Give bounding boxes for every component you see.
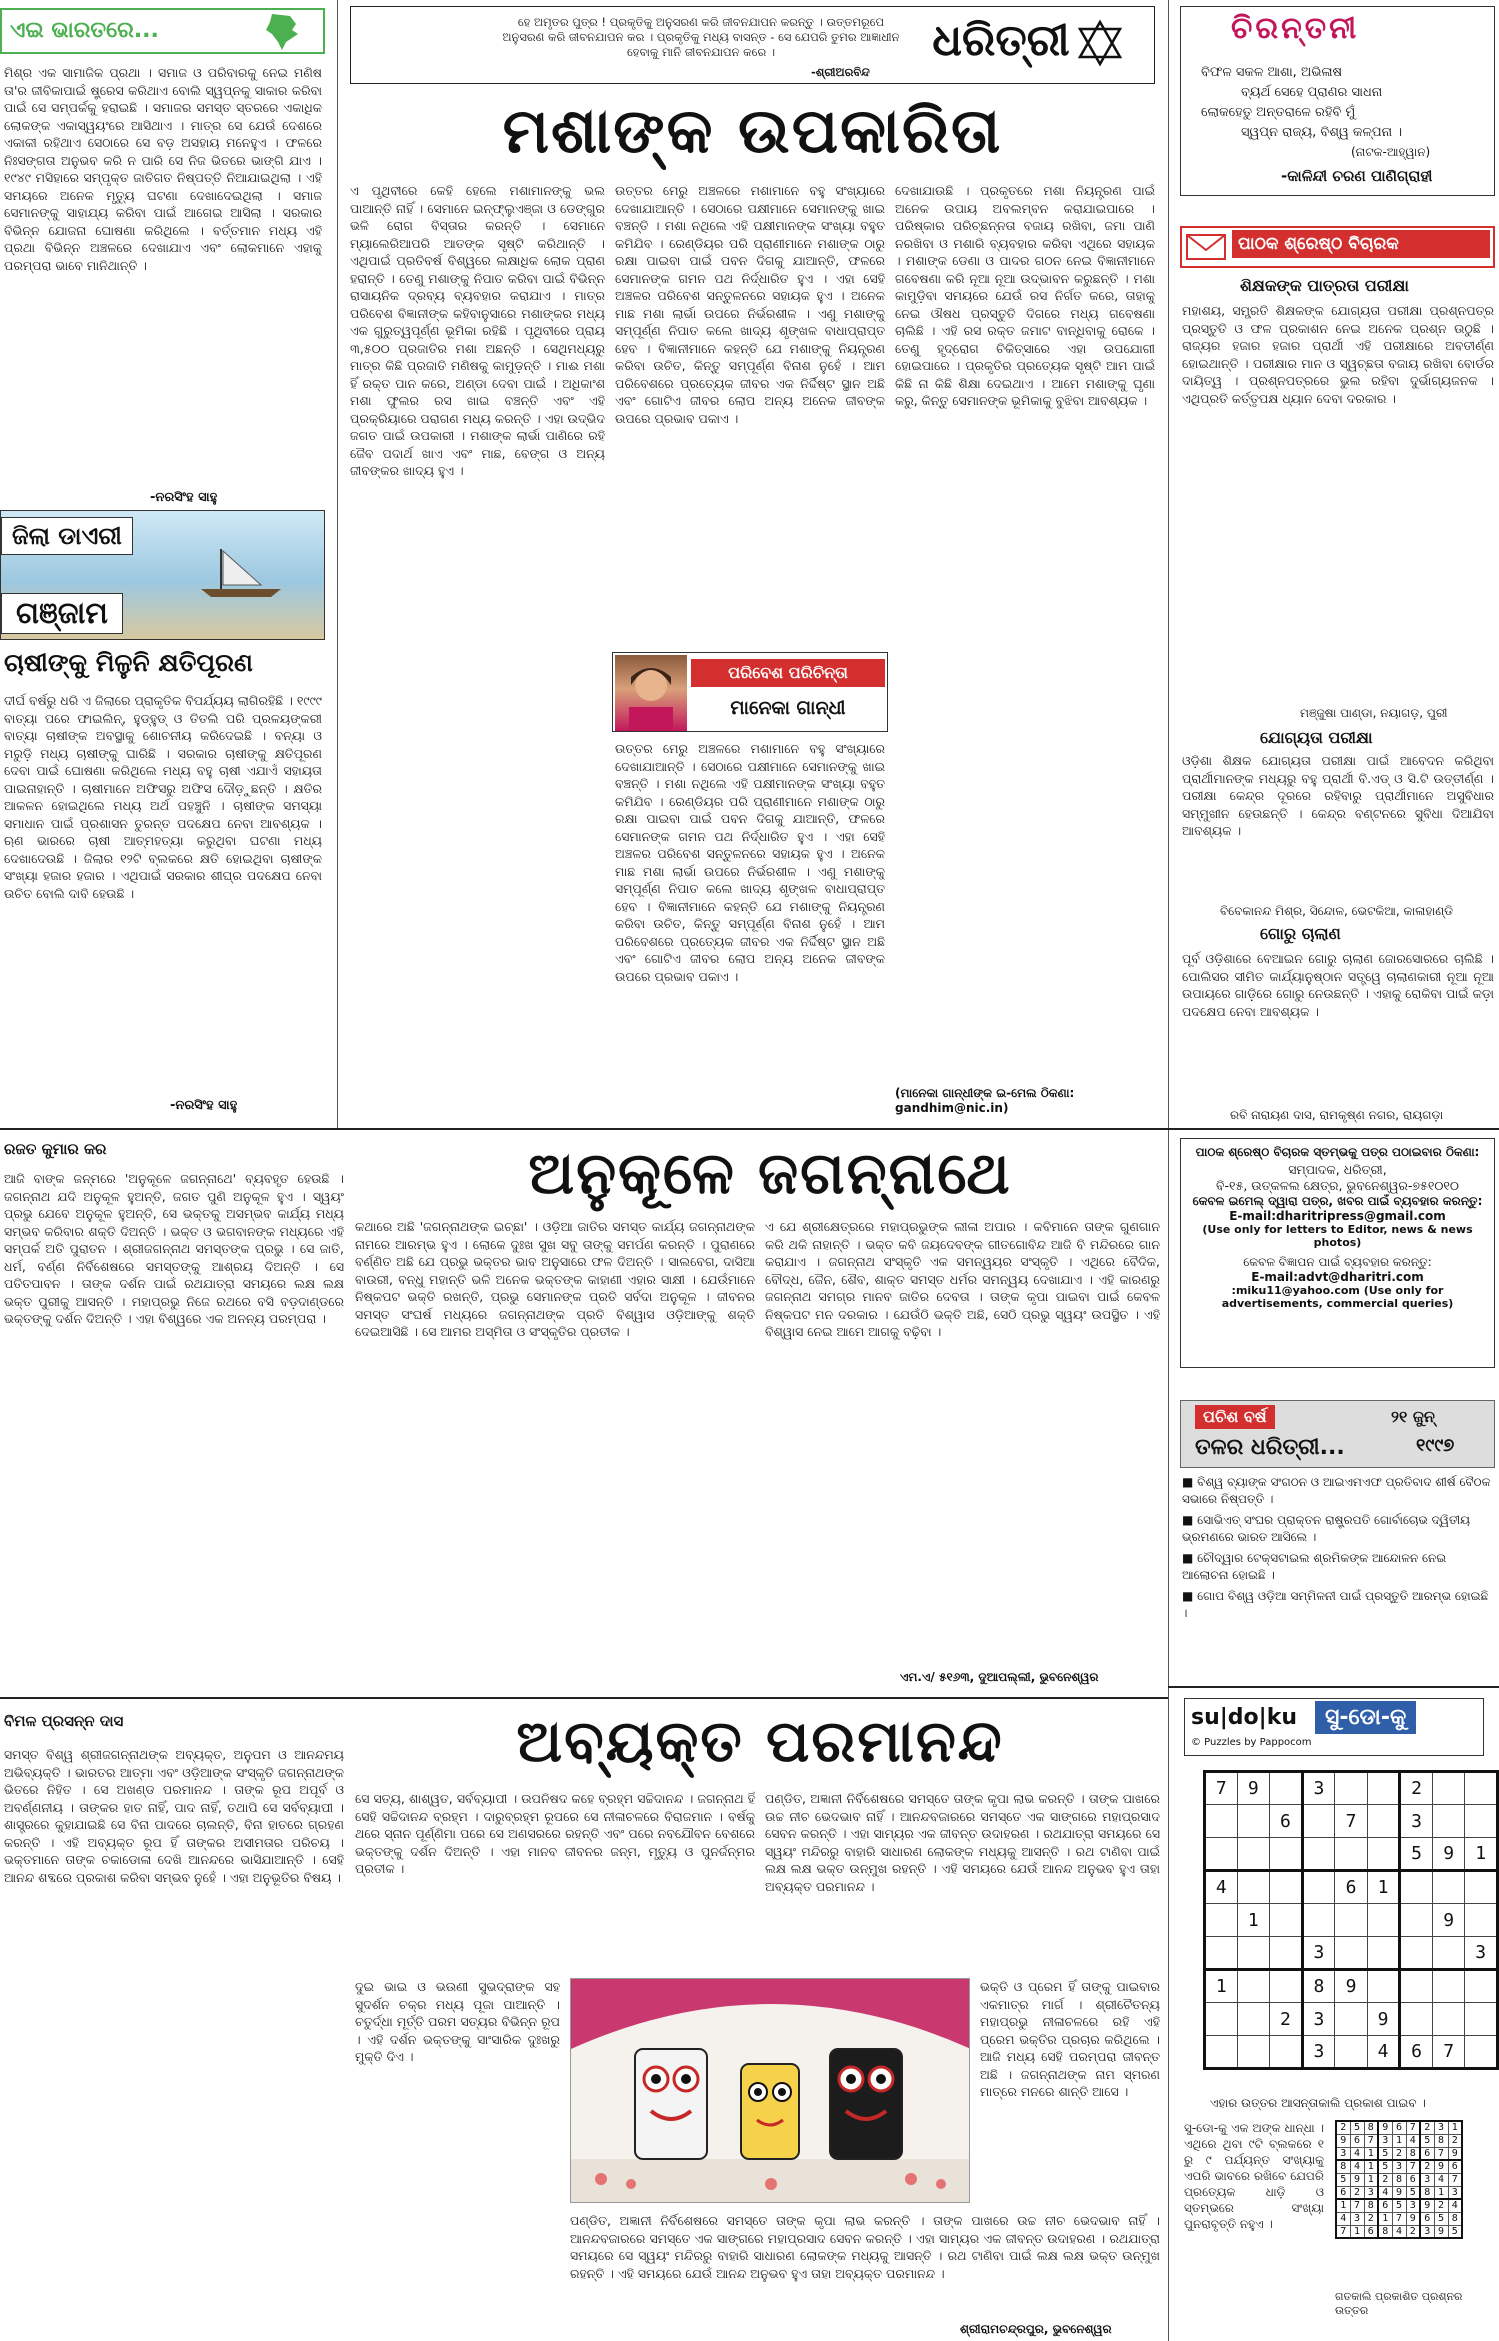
ei-bharatare-text: ମିଶ୍ର ଏକ ସାମାଜିକ ପ୍ରଥା । ସମାଜ ଓ ପରିବାରକୁ ନେଇ ମଣିଷ ତା'ର ଜୀବିକାପାଇଁ ଷ୍ଟ୍ରେସ କରିଥାଏ ବୋଲି ସ୍ୱପ୍ନକୁ ସାକାର କରିବା ପାଇଁ ସେ ସମ୍ପର୍କକୁ ହରାଇଛି । ସମାଜର ସମସ୍ତ ସ୍ତରରେ ଏକାଧିକ ଲୋକଙ୍କ ଏକାସ୍ୱୟଂରେ ଆସିଥାଏ । ମାତ୍ର ସେ ଯେଉଁ ଦେଶରେ ଏକାକୀ ରହିଥାଏ ସେଠାରେ ସେ ବଡ଼ ଅସହାୟ ମନେହୁଏ । ଫଳରେ ନିଃସଙ୍ଗତା ଅନୁଭବ କରି ନ ପାରି ସେ ନିଜ ଭିତରେ ଭାଙ୍ଗି ଯାଏ । ୧୯୪୯ ମସିହାରେ ସମ୍ପୃକ୍ତ ଜାତିଗତ ନିଷ୍ପତ୍ତି ନିଆଯାଇଥିଲା । ଏହି ସମୟରେ ଅନେକ ମୃତ୍ୟୁ ଘଟଣା ଦେଖାଦେଇଥିଲା । ସମାଜ ସେମାନଙ୍କୁ ସାହାଯ୍ୟ କରିବା ପାଇଁ ଆଗେଇ ଆସିଲା । ସରକାର ବିଭିନ୍ନ ଯୋଜନା ଘୋଷଣା କରିଥିଲେ । ବର୍ତ୍ତମାନ ମଧ୍ୟ ଏହି ପ୍ରଥା ବିଭିନ୍ନ ଅଞ୍ଚଳରେ ଦେଖାଯାଏ ଏବଂ ଲୋକମାନେ ଏହାକୁ ପରମ୍ପରା ଭାବେ ମାନିଥାନ୍ତି । [4,65,322,273]
chashi-author: -ନରସିଂହ ସାହୁ [170,1098,238,1113]
pathak-tag-label: ପାଠକ ଶ୍ରେଷ୍ଠ ବିଚାରକ [1232,230,1490,258]
sudoku-cell[interactable]: 3 [1302,1772,1335,1805]
answer-cell: 2 [1350,2186,1364,2199]
contact-email2[interactable]: E-mail:advt@dharitri.com [1251,1270,1424,1284]
poem-line-3: ଲୋକହେତୁ ଅନ୍ତରାଳେ ରହିବି ମୁଁ [1201,105,1356,120]
grid-row [1336,2121,1462,2134]
sudoku-cell[interactable] [1465,1805,1498,1838]
grid-row [1205,1904,1498,1937]
masthead-quote-author: -ଶ୍ରୀଅରବିନ୍ଦ [811,65,870,79]
answer-cell: 7 [1406,2160,1420,2173]
sudoku-cell[interactable] [1335,2003,1368,2036]
sudoku-logo-or: ସୁ-ଡୋ-କୁ [1315,1701,1416,1734]
answer-cell: 7 [1406,2121,1420,2134]
grid-row [1205,1937,1498,1970]
sudoku-cell[interactable] [1237,1805,1270,1838]
answer-cell: 7 [1350,2199,1364,2212]
ei-bharatare-tag [0,8,325,54]
answer-cell: 3 [1336,2147,1350,2160]
section-divider-3 [1168,1686,1499,1688]
sudoku-cell[interactable] [1302,1904,1335,1937]
mashank-col3: ଦେଖାଯାଉଛି । ପ୍ରକୃତରେ ମଶା ନିୟନ୍ତ୍ରଣ ପାଇଁ ଅନେକ ଉପାୟ ଅବଲମ୍ବନ କରାଯାଇପାରେ । ପରିଷ୍କାର ପରିଚ୍ଛନ୍ନତା ବଜାୟ ରଖିବା, ଜମା ପାଣି ନରଖିବା ଓ ମଶାରି ବ୍ୟବହାର କରିବା ଏଥିରେ ସହାୟକ । ମଶାଙ୍କ ଡେଣା ଓ ପାଦର ଗଠନ ନେଇ ବିଜ୍ଞାନୀମାନେ ଗବେଷଣା କରି ନୂଆ ନୂଆ ଉଦ୍ଭାବନ କରୁଛନ୍ତି । ମଶା କାମୁଡ଼ିବା ସମୟରେ ଯେଉଁ ରସ ନିର୍ଗତ କରେ, ତାହାକୁ ନେଇ ଔଷଧ ପ୍ରସ୍ତୁତି ଦିଗରେ ମଧ୍ୟ ଗବେଷଣା ଚାଲିଛି । ଏହି ରସ ରକ୍ତ ଜମାଟ ବାନ୍ଧିବାକୁ ରୋକେ । ତେଣୁ ହୃଦ୍‌ରୋଗ ଚିକିତ୍ସାରେ ଏହା ଉପଯୋଗୀ ହୋଇପାରେ । ପ୍ରକୃତିର ପ୍ରତ୍ୟେକ ସୃଷ୍ଟି ଆମ ପାଇଁ କିଛି ନା କିଛି ଶିକ୍ଷା ଦେଇଥାଏ । ଆମେ ମଶାଙ୍କୁ ଘୃଣା କରୁ, କିନ୍ତୁ ସେମାନଙ୍କ ଭୂମିକାକୁ ବୁଝିବା ଆବଶ୍ୟକ । [895,183,1155,408]
anukule-headline: ଅନୁକୂଳେ ଜଗନ୍ନାଥେ [528,1139,1012,1207]
india-map-icon [252,12,312,52]
letter3-text: ପୂର୍ବ ଓଡ଼ିଶାରେ ବେଆଇନ ଗୋରୁ ଚାଲାଣ ଜୋରସୋରରେ ଚାଲିଛି । ପୋଲିସର ସୀମିତ କାର୍ଯ୍ୟାନୁଷ୍ଠାନ ସତ୍ତ୍ୱେ ଚାଲାଣକାରୀ ନୂଆ ନୂଆ ଉପାୟରେ ଗାଡ଼ିରେ ଗୋରୁ ନେଉଛନ୍ତି । ଏହାକୁ ରୋକିବା ପାଇଁ କଡ଼ା ପଦକ୍ଷେପ ନେବା ଆବଶ୍ୟକ । [1182,951,1494,1019]
contact-email1[interactable]: E-mail:dharitripress@gmail.com [1229,1209,1446,1223]
answer-cell: 4 [1378,2186,1392,2199]
sudoku-cell[interactable] [1335,1937,1368,1970]
answer-table [1335,2120,1463,2239]
mashank-col3-end: (ମାନେକା ଗାନ୍ଧୀଙ୍କ ଇ-ମେଲ ଠିକଣା: gandhim@nic.in) [895,1086,1075,1115]
sudoku-cell[interactable] [1237,1838,1270,1871]
jilla-name: ଗଞ୍ଜାମ [1,593,123,634]
sudoku-rules: ସୁ-ଡୋ-କୁ ଏକ ଅଙ୍କ ଧାନ୍ଧା । ଏଥିରେ ଥିବା ୯ଟି ବ୍ଲକରେ ୧ ରୁ ୯ ପର୍ଯ୍ୟନ୍ତ ସଂଖ୍ୟାକୁ ଏପରି ଭାବରେ ରଖିବେ ଯେପରି ପ୍ରତ୍ୟେକ ଧାଡ଼ି ଓ ସ୍ତମ୍ଭରେ ସଂଖ୍ୟା ପୁନରାବୃତ୍ତି ନହୁଏ । [1184,2121,1324,2231]
answer-cell: 2 [1434,2199,1448,2212]
answer-cell: 6 [1364,2225,1378,2238]
answer-cell: 9 [1350,2173,1364,2186]
history-tag2: ତଳର ଧରିତ୍ରୀ... [1195,1435,1345,1460]
sudoku-cell[interactable]: 9 [1367,2003,1400,2036]
divider-right [1168,0,1169,2341]
answer-cell: 8 [1378,2225,1392,2238]
sudoku-cell[interactable] [1237,1970,1270,2003]
mashank-col1: ଏ ପୃଥିବୀରେ କେହି ହେଲେ ମଶାମାନଙ୍କୁ ଭଲ ପାଆନ୍ତି ନାହିଁ । ସେମାନେ ଇନ୍‌ଫ୍ଲୁଏଞ୍ଜା ଓ ଡେଙ୍ଗୁର ଭଳି ରୋଗ ବିସ୍ତାର କରନ୍ତି । ସେମାନେ ମ୍ୟାଲେରିଆପରି ଆତଙ୍କ ସୃଷ୍ଟି କରିଥାନ୍ତି । ଏଥିପାଇଁ ପ୍ରତିବର୍ଷ ବିଶ୍ୱରେ ଲକ୍ଷାଧିକ ଲୋକ ପ୍ରାଣ ହରାନ୍ତି । ତେଣୁ ମଶାଙ୍କୁ ନିପାତ କରିବା ପାଇଁ ବିଭିନ୍ନ ରାସାୟନିକ ଦ୍ରବ୍ୟ ବ୍ୟବହାର କରାଯାଏ । ମାତ୍ର ପରିବେଶ ବିଜ୍ଞାନୀଙ୍କ କହିବାନୁସାରେ ମଶାଙ୍କର ମଧ୍ୟ ଏକ ଗୁରୁତ୍ୱପୂର୍ଣ୍ଣ ଭୂମିକା ରହିଛି । ପୃଥିବୀରେ ପ୍ରାୟ ୩,୫୦୦ ପ୍ରଜାତିର ମଶା ଅଛନ୍ତି । ସେଥିମଧ୍ୟରୁ ମାତ୍ର କିଛି ପ୍ରଜାତି ମଣିଷକୁ କାମୁଡ଼ନ୍ତି । ମାଈ ମଶା ହିଁ ରକ୍ତ ପାନ କରେ, ଅଣ୍ଡା ଦେବା ପାଇଁ । ଅଧିକାଂଶ ମଶା ଫୁଲର ରସ ଖାଇ ବଞ୍ଚନ୍ତି ଏବଂ ଏହି ପ୍ରକ୍ରିୟାରେ ପରାଗଣ ମଧ୍ୟ କରନ୍ତି । ଏହା ଉଦ୍ଭିଦ ଜଗତ ପାଇଁ ଉପକାରୀ । ମଶାଙ୍କ ଲାର୍ଭା ପାଣିରେ ରହି ଜୈବ ପଦାର୍ଥ ଖାଏ ଏବଂ ମାଛ, ବେଙ୍ଗ ଓ ଅନ୍ୟ ଜୀବଙ୍କର ଖାଦ୍ୟ ହୁଏ । [350,183,605,478]
sudoku-cell[interactable] [1465,1772,1498,1805]
letter2-author: ବିବେକାନନ୍ଦ ମିଶ୍ର, ସିନ୍ଦୋଳ, ଭେଟକିଆ, କାଳାହାଣ୍ଡି [1220,904,1454,918]
mashank-col2-cont: ଉତ୍ତର ମେରୁ ଅଞ୍ଚଳରେ ମଶାମାନେ ବହୁ ସଂଖ୍ୟାରେ ଦେଖାଯାଆନ୍ତି । ସେଠାରେ ପକ୍ଷୀମାନେ ସେମାନଙ୍କୁ ଖାଇ ବଞ୍ଚନ୍ତି । ମଶା ନଥିଲେ ଏହି ପକ୍ଷୀମାନଙ୍କ ସଂଖ୍ୟା ବହୁତ କମିଯିବ । ରେଣ୍ଡିୟର ପରି ପ୍ରାଣୀମାନେ ମଶାଙ୍କ ଠାରୁ ରକ୍ଷା ପାଇବା ପାଇଁ ପବନ ଦିଗକୁ ଯାଆନ୍ତି, ଫଳରେ ସେମାନଙ୍କ ଗମନ ପଥ ନିର୍ଦ୍ଧାରିତ ହୁଏ । ଏହା ସେହି ଅଞ୍ଚଳର ପରିବେଶ ସନ୍ତୁଳନରେ ସହାୟକ ହୁଏ । ଅନେକ ମାଛ ମଶା ଲାର୍ଭା ଉପରେ ନିର୍ଭରଶୀଳ । ଏଣୁ ମଶାଙ୍କୁ ସମ୍ପୂର୍ଣ୍ଣ ନିପାତ କଲେ ଖାଦ୍ୟ ଶୃଙ୍ଖଳ ବାଧାପ୍ରାପ୍ତ ହେବ । ବିଜ୍ଞାନୀମାନେ କହନ୍ତି ଯେ ମଶାଙ୍କୁ ନିୟନ୍ତ୍ରଣ କରିବା ଉଚିତ, କିନ୍ତୁ ସମ୍ପୂର୍ଣ୍ଣ ବିନାଶ ନୁହେଁ । ଆମ ପରିବେଶରେ ପ୍ରତ୍ୟେକ ଜୀବର ଏକ ନିର୍ଦ୍ଦିଷ୍ଟ ସ୍ଥାନ ଅଛି ଏବଂ ଗୋଟିଏ ଜୀବର ଲୋପ ଅନ୍ୟ ଅନେକ ଜୀବଙ୍କ ଉପରେ ପ୍ରଭାବ ପକାଏ । [615,741,885,984]
abyakta-byline: ବିମଳ ପ୍ରସନ୍ନ ଦାସ [4,1712,124,1730]
answer-cell: 3 [1378,2134,1392,2147]
grid-row [1205,2036,1498,2069]
sudoku-cell[interactable]: 4 [1205,1871,1238,1904]
answer-cell: 3 [1364,2186,1378,2199]
anukule-col1: ଆଜି ବାଙ୍କ ଜନ୍ମରେ 'ଅନୁକୂଳେ ଜଗନ୍ନାଥେ' ବ୍ୟବହୃତ ହେଉଛି । ଜଗନ୍ନାଥ ଯଦି ଅନୁକୂଳ ହୁଅନ୍ତି, ଜଗତ ପୁଣି ଅନୁକୂଳ ହୁଏ । ସ୍ୱୟଂ ପ୍ରଭୁ ଯେବେ ଅନୁକୂଳ ହୁଅନ୍ତି, ସେ ଭକ୍ତକୁ ଅସମ୍ଭବ କାର୍ଯ୍ୟ ମଧ୍ୟ ସମ୍ଭବ କରିବାର ଶକ୍ତି ଦିଅନ୍ତି । ଭକ୍ତ ଓ ଭଗବାନଙ୍କ ମଧ୍ୟରେ ଏହି ସମ୍ପର୍କ ଅତି ପୁରାତନ । ଶ୍ରୀଜଗନ୍ନାଥ ସମସ୍ତଙ୍କ ପ୍ରଭୁ । ସେ ଜାତି, ଧର୍ମ, ବର୍ଣ୍ଣ ନିର୍ବିଶେଷରେ ସମସ୍ତଙ୍କୁ ଆଶ୍ରୟ ଦିଅନ୍ତି । ସେ ପତିତପାବନ । ତାଙ୍କ ଦର୍ଶନ ପାଇଁ ରଥଯାତ୍ରା ସମୟରେ ଲକ୍ଷ ଲକ୍ଷ ଭକ୍ତ ପୁରୀକୁ ଆସନ୍ତି । ମହାପ୍ରଭୁ ନିଜେ ରଥରେ ବସି ବଡ଼ଦାଣ୍ଡରେ ଭକ୍ତଙ୍କୁ ଦର୍ଶନ ଦିଅନ୍ତି । ଏହା ବିଶ୍ୱରେ ଏକ ଅନନ୍ୟ ପରମ୍ପରା । [4,1171,344,1326]
sudoku-answer [1335,2120,1463,2239]
answer-cell: 8 [1406,2147,1420,2160]
answer-cell: 9 [1392,2186,1406,2199]
answer-cell: 9 [1420,2199,1434,2212]
sudoku-cell[interactable]: 7 [1335,1805,1368,1838]
sudoku-cell[interactable]: 3 [1400,1805,1433,1838]
sudoku-cell[interactable] [1237,2036,1270,2069]
sudoku-cell[interactable] [1400,1970,1433,2003]
answer-cell: 5 [1420,2134,1434,2147]
tag-label: ଏଇ ଭାରତରେ... [10,18,159,43]
sudoku-cell[interactable]: 1 [1465,1838,1498,1871]
sudoku-cell[interactable]: 4 [1367,2036,1400,2069]
sudoku-cell[interactable] [1400,1937,1433,1970]
sudoku-cell[interactable] [1335,1772,1368,1805]
contact-line2: ବି-୧୫, ଉତ୍କଳଲ କ୍ଷେତ୍ର, ଭୁବନେଶ୍ୱର-୭୫୧୦୧୦ [1216,1178,1459,1193]
abyakta-col1: ସମସ୍ତ ବିଶ୍ୱ ଶ୍ରୀଜଗନ୍ନାଥଙ୍କ ଅବ୍ୟକ୍ତ, ଅନୁପମ ଓ ଆନନ୍ଦମୟ ଅଭିବ୍ୟକ୍ତି । ଭାରତର ଆତ୍ମା ଏବଂ ଓଡ଼ିଆଙ୍କ ସଂସ୍କୃତି ଜଗନ୍ନାଥଙ୍କ ଭିତରେ ନିହିତ । ସେ ଅଖଣ୍ଡ ପରମାନନ୍ଦ । ତାଙ୍କ ରୂପ ଅପୂର୍ବ ଓ ଅବର୍ଣ୍ଣନୀୟ । ତାଙ୍କର ହାତ ନାହିଁ, ପାଦ ନାହିଁ, ତଥାପି ସେ ସର୍ବବ୍ୟାପୀ । ଶାସ୍ତ୍ରରେ କୁହାଯାଇଛି ସେ ବିନା ପାଦରେ ଚାଲନ୍ତି, ବିନା ହାତରେ ଗ୍ରହଣ କରନ୍ତି । ଏହି ଅବ୍ୟକ୍ତ ରୂପ ହିଁ ତାଙ୍କର ଅସୀମତାର ପରିଚୟ । ଭକ୍ତମାନେ ତାଙ୍କ ଚକାଡୋଳା ଦେଖି ଆନନ୍ଦରେ ଭାସିଯାଆନ୍ତି । ସେହି ଆନନ୍ଦ ଶବ୍ଦରେ ପ୍ରକାଶ କରିବା ସମ୍ଭବ ନୁହେଁ । ଏହା ଅନୁଭୂତିର ବିଷୟ । [4,1747,344,1885]
answer-cell: 5 [1350,2121,1364,2134]
anukule-col2: କଥାରେ ଅଛି 'ଜଗନ୍ନାଥଙ୍କ ଇଚ୍ଛା' । ଓଡ଼ିଆ ଜାତିର ସମସ୍ତ କାର୍ଯ୍ୟ ଜଗନ୍ନାଥଙ୍କ ନାମରେ ଆରମ୍ଭ ହୁଏ । ଲୋକେ ଦୁଃଖ ସୁଖ ସବୁ ତାଙ୍କୁ ସମର୍ପଣ କରନ୍ତି । ପୁରାଣରେ ବର୍ଣ୍ଣିତ ଅଛି ଯେ ପ୍ରଭୁ ଭକ୍ତର ଭାବ ଅନୁସାରେ ଫଳ ଦିଅନ୍ତି । ସାଲବେଗ, ଦାସିଆ ବାଉରୀ, ବନ୍ଧୁ ମହାନ୍ତି ଭଳି ଅନେକ ଭକ୍ତଙ୍କ କାହାଣୀ ଏହାର ସାକ୍ଷୀ । ଯେଉଁମାନେ ନିଷ୍କପଟ ଭକ୍ତି ରଖନ୍ତି, ପ୍ରଭୁ ସେମାନଙ୍କ ପ୍ରତି ସର୍ବଦା ଅନୁକୂଳ । ଜୀବନର ସମସ୍ତ ସଂଘର୍ଷ ମଧ୍ୟରେ ଜଗନ୍ନାଥଙ୍କ ପ୍ରତି ବିଶ୍ୱାସ ଓଡ଼ିଆଙ୍କୁ ଶକ୍ତି ଦେଇଆସିଛି । ସେ ଆମର ଅସ୍ମିତା ଓ ସଂସ୍କୃତିର ପ୍ରତୀକ । [355,1219,755,1339]
history-item: ■ ଗୋପ ବିଶ୍ୱ ଓଡ଼ିଆ ସମ୍ମିଳନୀ ପାଇଁ ପ୍ରସ୍ତୁତି ଆରମ୍ଭ ହୋଇଛି । [1182,1589,1489,1620]
sudoku-cell[interactable] [1400,1871,1433,1904]
sudoku-cell[interactable]: 9 [1432,1838,1465,1871]
answer-cell: 7 [1448,2173,1462,2186]
answer-cell: 2 [1378,2173,1392,2186]
envelope-icon [1186,232,1226,262]
abyakta-col4: ପଣ୍ଡିତ, ଅଜ୍ଞାନୀ ନିର୍ବିଶେଷରେ ସମସ୍ତେ ତାଙ୍କ କୃପା ଲାଭ କରନ୍ତି । ତାଙ୍କ ପାଖରେ ଉଚ୍ଚ ନୀଚ ଭେଦଭାବ ନାହିଁ । ଆନନ୍ଦବଜାରରେ ସମସ୍ତେ ଏକ ସାଙ୍ଗରେ ମହାପ୍ରସାଦ ସେବନ କରନ୍ତି । ଏହା ସାମ୍ୟର ଏକ ଜୀବନ୍ତ ଉଦାହରଣ । ରଥଯାତ୍ରା ସମୟରେ ସେ ସ୍ୱୟଂ ମନ୍ଦିରରୁ ବାହାରି ସାଧାରଣ ଲୋକଙ୍କ ମଧ୍ୟକୁ ଆସନ୍ତି । ରଥ ଟାଣିବା ପାଇଁ ଲକ୍ଷ ଲକ୍ଷ ଭକ୍ତ ଉନ୍ମୁଖ ରହନ୍ତି । ଏହି ସମୟରେ ଯେଉଁ ଆନନ୍ଦ ଅନୁଭବ ହୁଏ ତାହା ଅବ୍ୟକ୍ତ ପରମାନନ୍ଦ । [570,2213,1160,2281]
answer-cell: 2 [1406,2225,1420,2238]
abyakta-col2: ସେ ସତ୍ୟ, ଶାଶ୍ୱତ, ସର୍ବବ୍ୟାପୀ । ଉପନିଷଦ କହେ ବ୍ରହ୍ମ ସଚ୍ଚିଦାନନ୍ଦ । ଜଗନ୍ନାଥ ହିଁ ସେହି ସଚ୍ଚିଦାନନ୍ଦ ବ୍ରହ୍ମ । ଦାରୁବ୍ରହ୍ମ ରୂପରେ ସେ ନୀଳାଚଳରେ ବିରାଜମାନ । ବର୍ଷକୁ ଥରେ ସ୍ନାନ ପୂର୍ଣ୍ଣିମା ପରେ ସେ ଅଣସରରେ ରହନ୍ତି ଏବଂ ପରେ ନବଯୌବନ ବେଶରେ ଭକ୍ତଙ୍କୁ ଦର୍ଶନ ଦିଅନ୍ତି । ଏହା ମାନବ ଜୀବନର ଜନ୍ମ, ମୃତ୍ୟୁ ଓ ପୁନର୍ଜନ୍ମର ପ୍ରତୀକ । [355,1791,755,1876]
masthead-quote: ହେ ଅମୃତର ପୁତ୍ର ! ପ୍ରକୃତିକୁ ଅନୁସରଣ କରି ଜୀବନଯାପନ କରନ୍ତୁ । ଉତ୍ତମରୂପେ ଅନୁସରଣ କରି ଜୀବନଯାପନ କର । ପ୍ରକୃତିକୁ ମଧ୍ୟ ବାସନ୍ତ - ସେ ଯେପରି ତୁମର ଆଜ୍ଞାଧୀନ ହେବାକୁ ମାନି ଜୀବନଯାପନ କରେ । [502,15,900,59]
sudoku-credit: © Puzzles by Pappocom [1191,1737,1312,1748]
grid-row [1205,2003,1498,2036]
author-photo [615,655,687,731]
sudoku-cell[interactable] [1367,1904,1400,1937]
sudoku-answer-note: ଏହାର ଉତ୍ତର ଆସନ୍ତାକାଲି ପ୍ରକାଶ ପାଇବ । [1210,2096,1426,2110]
answer-cell: 5 [1406,2186,1420,2199]
logo: ଧରିତ୍ରୀ [932,15,1070,66]
answer-cell: 8 [1448,2212,1462,2225]
answer-cell: 4 [1350,2147,1364,2160]
sudoku-cell[interactable]: 1 [1237,1904,1270,1937]
answer-cell: 8 [1336,2160,1350,2173]
chashi-headline: ଚାଷୀଙ୍କୁ ମିଳୁନି କ୍ଷତିପୂରଣ [4,648,253,677]
answer-cell: 8 [1434,2134,1448,2147]
contact-box [1180,1138,1495,1368]
sudoku-cell[interactable] [1302,1871,1335,1904]
jilla-tag: ଜିଲା ଡାଏରୀ [1,517,133,555]
anukule-sign: ଏମ.ଏ/ ୫୧୬୩, ଦୁଆପଲ୍ଲୀ, ଭୁବନେଶ୍ୱର [900,1670,1099,1684]
answer-cell: 2 [1448,2134,1462,2147]
sudoku-cell[interactable] [1367,1838,1400,1871]
answer-cell: 3 [1406,2199,1420,2212]
mashank-col2-rest [615,740,885,1120]
answer-cell: 6 [1448,2160,1462,2173]
section-divider-1 [0,1128,1499,1130]
chirantani-box [1180,6,1495,196]
sailboat-icon [181,541,301,601]
poem-author: -କାଳିନ୍ଦୀ ଚରଣ ପାଣିଗ୍ରାହୀ [1281,167,1433,185]
sudoku-cell[interactable] [1205,2003,1238,2036]
answer-cell: 2 [1420,2121,1434,2134]
contact-line1: ସମ୍ପାଦକ, ଧରିତ୍ରୀ, [1288,1162,1387,1177]
poem-line-2: ବ୍ୟର୍ଥ ସେହେ ପ୍ରାଣର ସାଧନା [1241,85,1383,100]
answer-cell: 9 [1434,2225,1448,2238]
chashi-text: ଦୀର୍ଘ ବର୍ଷରୁ ଧରି ଏ ଜିଲାରେ ପ୍ରାକୃତିକ ବିପର୍ଯ୍ୟୟ ଲାଗିରହିଛି । ୧୯୯୯ ବାତ୍ୟା ପରେ ଫାଇଲିନ୍, ହୁଡ୍‌ହୁଡ୍ ଓ ତିତଲି ପରି ପ୍ରଳୟଙ୍କରୀ ବାତ୍ୟା ଚାଷୀଙ୍କ ଅବସ୍ଥାକୁ ଶୋଚନୀୟ କରିଦେଇଛି । ବନ୍ୟା ଓ ମରୁଡ଼ି ମଧ୍ୟ ଚାଷୀଙ୍କୁ ଘାରିଛି । ସରକାର ଚାଷୀଙ୍କୁ କ୍ଷତିପୂରଣ ଦେବା ପାଇଁ ଘୋଷଣା କରିଥିଲେ ମଧ୍ୟ ବହୁ ଚାଷୀ ଏଯାଏଁ ସହାୟତା ପାଇନାହାନ୍ତି । ଚାଷୀମାନେ ଅଫିସରୁ ଅଫିସ ଦୌଡ଼ୁଛନ୍ତି । କ୍ଷତିର ଆକଳନ ହୋଇଥିଲେ ମଧ୍ୟ ଅର୍ଥ ପହଞ୍ଚୁନି । ଚାଷୀଙ୍କ ସମସ୍ୟା ସମାଧାନ ପାଇଁ ପ୍ରଶାସନ ତୁରନ୍ତ ପଦକ୍ଷେପ ନେବା ଆବଶ୍ୟକ । ଋଣ ଭାରରେ ଚାଷୀ ଆତ୍ମହତ୍ୟା କରୁଥିବା ଘଟଣା ମଧ୍ୟ ଦେଖାଦେଉଛି । ଜିଲାର ୧୨ଟି ବ୍ଲକରେ କ୍ଷତି ହୋଇଥିବା ଚାଷୀଙ୍କ ସଂଖ୍ୟା ହଜାର ହଜାର । ଏଥିପାଇଁ ସରକାର ଶୀଘ୍ର ପଦକ୍ଷେପ ନେବା ଉଚିତ ବୋଲି ଦାବି ହେଉଛି । [4,693,322,901]
sudoku-yesterday: ଗତକାଲି ପ୍ରକାଶିତ ପ୍ରଶ୍ନର ଉତ୍ତର [1335,2290,1463,2317]
star-emblem-icon [1076,19,1124,67]
sudoku-cell[interactable]: 9 [1432,1904,1465,1937]
history-banner [1180,1400,1495,1468]
letter3-title: ଗୋରୁ ଚାଲାଣ [1260,924,1341,943]
answer-cell: 4 [1392,2225,1406,2238]
sudoku-cell[interactable] [1465,2036,1498,2069]
answer-cell: 9 [1378,2121,1392,2134]
ei-bharatare-author: -ନରସିଂହ ସାହୁ [150,490,218,505]
sudoku-cell[interactable] [1205,1937,1238,1970]
sudoku-cell[interactable]: 1 [1205,1970,1238,2003]
sudoku-cell[interactable] [1205,1838,1238,1871]
answer-cell: 8 [1364,2121,1378,2134]
sudoku-cell[interactable] [1205,2036,1238,2069]
sudoku-cell[interactable]: 9 [1237,1772,1270,1805]
answer-cell: 4 [1448,2199,1462,2212]
answer-cell: 3 [1392,2160,1406,2173]
sudoku-cell[interactable]: 3 [1302,2003,1335,2036]
answer-cell: 2 [1392,2147,1406,2160]
sudoku-cell[interactable]: 6 [1335,1871,1368,1904]
sudoku-cell[interactable] [1367,1805,1400,1838]
sudoku-cell[interactable] [1465,1970,1498,2003]
sudoku-cell[interactable] [1205,1805,1238,1838]
grid-row [1205,1772,1498,1805]
answer-cell: 6 [1336,2186,1350,2199]
sudoku-cell[interactable]: 1 [1367,1871,1400,1904]
sudoku-cell[interactable] [1432,1871,1465,1904]
sudoku-cell[interactable]: 3 [1302,1937,1335,1970]
grid-row [1205,1805,1498,1838]
sudoku-cell[interactable] [1432,1805,1465,1838]
history-date: ୨୧ ଜୁନ୍ [1391,1407,1435,1426]
sudoku-cell[interactable] [1270,1772,1303,1805]
sudoku-cell[interactable] [1270,1838,1303,1871]
answer-cell: 1 [1364,2173,1378,2186]
grid-row [1336,2160,1462,2173]
sudoku-cell[interactable] [1237,1871,1270,1904]
sudoku-cell[interactable]: 3 [1302,2036,1335,2069]
sudoku-header [1184,1698,1484,1756]
sudoku-cell[interactable] [1400,1904,1433,1937]
masthead [350,6,1155,84]
sudoku-cell[interactable]: 2 [1270,2003,1303,2036]
letter1-text: ମହାଶୟ, ସମ୍ପ୍ରତି ଶିକ୍ଷକଙ୍କ ଯୋଗ୍ୟତା ପରୀକ୍ଷା ପ୍ରଶ୍ନପତ୍ର ପ୍ରସ୍ତୁତି ଓ ଫଳ ପ୍ରକାଶନ ନେଇ ଅନେକ ପ୍ରଶ୍ନ ଉଠୁଛି । ରାଜ୍ୟର ହଜାର ହଜାର ପ୍ରାର୍ଥୀ ଏହି ପରୀକ୍ଷାରେ ଅବତୀର୍ଣ୍ଣ ହୋଇଥାନ୍ତି । ପରୀକ୍ଷାର ମାନ ଓ ସ୍ୱଚ୍ଛତା ବଜାୟ ରଖିବା ବୋର୍ଡର ଦାୟିତ୍ୱ । ପ୍ରଶ୍ନପତ୍ରରେ ଭୁଲ ରହିବା ଦୁର୍ଭାଗ୍ୟଜନକ । ଏଥିପ୍ରତି କର୍ତ୍ତୃପକ୍ଷ ଧ୍ୟାନ ଦେବା ଦରକାର । [1182,303,1494,406]
answer-cell: 7 [1392,2212,1406,2225]
answer-cell: 1 [1448,2121,1462,2134]
author-box [612,652,888,732]
answer-cell: 8 [1392,2173,1406,2186]
grid-row [1336,2186,1462,2199]
answer-cell: 6 [1406,2173,1420,2186]
grid-row [1205,1838,1498,1871]
sudoku-cell[interactable] [1237,2003,1270,2036]
sudoku-cell[interactable] [1367,1937,1400,1970]
answer-cell: 1 [1392,2134,1406,2147]
answer-cell: 1 [1378,2212,1392,2225]
sudoku-cell[interactable]: 7 [1205,1772,1238,1805]
sudoku-grid[interactable] [1203,1770,1499,2070]
answer-cell: 5 [1378,2147,1392,2160]
sudoku-cell[interactable] [1270,2036,1303,2069]
sudoku-cell[interactable] [1270,1871,1303,1904]
sudoku-cell[interactable] [1237,1937,1270,1970]
mashank-headline: ମଶାଙ୍କ ଉପକାରିତା [502,94,1003,167]
contact-title: ପାଠକ ଶ୍ରେଷ୍ଠ ବିଚାରକ ସ୍ତମ୍ଭକୁ ପତ୍ର ପଠାଇବାର ଠିକଣା: [1195,1145,1480,1159]
answer-cell: 9 [1434,2160,1448,2173]
sudoku-cell[interactable] [1465,1904,1498,1937]
answer-cell: 8 [1420,2186,1434,2199]
answer-cell: 5 [1378,2160,1392,2173]
sudoku-cell[interactable] [1400,2003,1433,2036]
sudoku-cell[interactable] [1367,1970,1400,2003]
answer-cell: 1 [1336,2199,1350,2212]
sudoku-cell[interactable]: 6 [1400,2036,1433,2069]
sudoku-cell[interactable]: 7 [1432,2036,1465,2069]
grid-row [1205,1970,1498,2003]
answer-cell: 4 [1350,2160,1364,2173]
answer-cell: 4 [1406,2134,1420,2147]
pathak-tag [1180,226,1495,268]
sudoku-cell[interactable] [1432,1772,1465,1805]
sudoku-cell[interactable] [1205,1904,1238,1937]
sudoku-cell[interactable] [1465,2003,1498,2036]
history-item: ■ ଚୌଦ୍ୱାର ଟେକ୍ସଟାଇଲ ଶ୍ରମିକଙ୍କ ଆନ୍ଦୋଳନ ନେଇ ଆଲୋଚନା ହୋଇଛି । [1182,1551,1447,1582]
anukule-col3: ଏ ଯେ ଶ୍ରୀକ୍ଷେତ୍ରରେ ମହାପ୍ରଭୁଙ୍କ ଲୀଳା ଅପାର । କବିମାନେ ତାଙ୍କ ଗୁଣଗାନ କରି ଥକି ନାହାନ୍ତି । ଭକ୍ତ କବି ଜୟଦେବଙ୍କ ଗୀତଗୋବିନ୍ଦ ଆଜି ବି ମନ୍ଦିରରେ ଗାନ କରାଯାଏ । ଜଗନ୍ନାଥ ସଂସ୍କୃତି ଏକ ସମନ୍ୱୟର ସଂସ୍କୃତି । ଏଥିରେ ବୈଦିକ, ବୌଦ୍ଧ, ଜୈନ, ଶୈବ, ଶାକ୍ତ ସମସ୍ତ ଧର୍ମର ସମନ୍ୱୟ ଦେଖାଯାଏ । ଏହି କାରଣରୁ ଜଗନ୍ନାଥ ସମଗ୍ର ମାନବ ଜାତିର ଦେବତା । ତାଙ୍କ କୃପା ପାଇବା ପାଇଁ କେବଳ ନିଷ୍କପଟ ମନ ଦରକାର । ଯେଉଁଠି ଭକ୍ତି ଅଛି, ସେଠି ପ୍ରଭୁ ସ୍ୱୟଂ ଉପସ୍ଥିତ । ଏହି ବିଶ୍ୱାସ ନେଇ ଆମେ ଆଗକୁ ବଢ଼ିବା । [765,1219,1160,1339]
letter2-text: ଓଡ଼ିଶା ଶିକ୍ଷକ ଯୋଗ୍ୟତା ପରୀକ୍ଷା ପାଇଁ ଆବେଦନ କରିଥିବା ପ୍ରାର୍ଥୀମାନଙ୍କ ମଧ୍ୟରୁ ବହୁ ପ୍ରାର୍ଥୀ ବି.ଏଡ୍ ଓ ସି.ଟି ଉତ୍ତୀର୍ଣ୍ଣ । ପରୀକ୍ଷା କେନ୍ଦ୍ର ଦୂରରେ ରହିବାରୁ ପ୍ରାର୍ଥୀମାନେ ଅସୁବିଧାର ସମ୍ମୁଖୀନ ହେଉଛନ୍ତି । କେନ୍ଦ୍ର ବଣ୍ଟନରେ ସୁବିଧା ଦିଆଯିବା ଆବଶ୍ୟକ । [1182,753,1494,838]
sudoku-cell[interactable]: 3 [1465,1937,1498,1970]
poem-line-4: ସ୍ୱପ୍ନ ରାଜ୍ୟ, ବିଶ୍ୱ କଳ୍ପନା । [1241,125,1403,140]
answer-cell: 3 [1434,2121,1448,2134]
answer-cell: 1 [1434,2186,1448,2199]
answer-cell: 5 [1448,2225,1462,2238]
letter1-title: ଶିକ୍ଷକଙ୍କ ପାତ୍ରତା ପରୀକ୍ଷା [1240,276,1409,295]
anukule-byline: ରଜତ କୁମାର କର [4,1140,107,1158]
answer-cell: 7 [1364,2134,1378,2147]
answer-cell: 8 [1364,2199,1378,2212]
sudoku-cell[interactable] [1270,1970,1303,2003]
answer-cell: 6 [1392,2121,1406,2134]
answer-cell: 6 [1420,2212,1434,2225]
answer-cell: 3 [1350,2212,1364,2225]
history-item: ■ ସୋଭିଏତ୍ ସଂଘର ପ୍ରାକ୍ତନ ରାଷ୍ଟ୍ରପତି ଗୋର୍ବାଚୋଭ ଦ୍ୱିତୀୟ ଭ୍ରମଣରେ ଭାରତ ଆସିଲେ । [1182,1513,1471,1544]
sudoku-cell[interactable] [1432,2003,1465,2036]
sudoku-table[interactable] [1203,1770,1499,2070]
grid-row [1336,2173,1462,2186]
answer-cell: 6 [1378,2199,1392,2212]
jilla-diary-box [0,510,325,640]
answer-cell: 4 [1434,2173,1448,2186]
answer-cell: 3 [1420,2225,1434,2238]
answer-cell: 5 [1392,2199,1406,2212]
chirantani-title: ଚିରନ୍ତନୀ [1231,11,1360,46]
answer-cell: 6 [1420,2147,1434,2160]
answer-cell: 5 [1336,2173,1350,2186]
answer-cell: 9 [1406,2212,1420,2225]
sudoku-cell[interactable]: 2 [1400,1772,1433,1805]
section-divider-2 [0,1697,1168,1699]
answer-cell: 6 [1350,2134,1364,2147]
history-list [1182,1474,1494,1622]
contact-line4: କେବଳ ବିଜ୍ଞାପନ ପାଇଁ ବ୍ୟବହାର କରନ୍ତୁ: [1243,1255,1432,1269]
sudoku-cell[interactable]: 6 [1270,1805,1303,1838]
answer-cell: 2 [1420,2160,1434,2173]
abyakta-col3: ପଣ୍ଡିତ, ଅଜ୍ଞାନୀ ନିର୍ବିଶେଷରେ ସମସ୍ତେ ତାଙ୍କ କୃପା ଲାଭ କରନ୍ତି । ତାଙ୍କ ପାଖରେ ଉଚ୍ଚ ନୀଚ ଭେଦଭାବ ନାହିଁ । ଆନନ୍ଦବଜାରରେ ସମସ୍ତେ ଏକ ସାଙ୍ଗରେ ମହାପ୍ରସାଦ ସେବନ କରନ୍ତି । ଏହା ସାମ୍ୟର ଏକ ଜୀବନ୍ତ ଉଦାହରଣ । ରଥଯାତ୍ରା ସମୟରେ ସେ ସ୍ୱୟଂ ମନ୍ଦିରରୁ ବାହାରି ସାଧାରଣ ଲୋକଙ୍କ ମଧ୍ୟକୁ ଆସନ୍ତି । ରଥ ଟାଣିବା ପାଇଁ ଲକ୍ଷ ଲକ୍ଷ ଭକ୍ତ ଉନ୍ମୁଖ ରହନ୍ତି । ଏହି ସମୟରେ ଯେଉଁ ଆନନ୍ଦ ଅନୁଭବ ହୁଏ ତାହା ଅବ୍ୟକ୍ତ ପରମାନନ୍ଦ । [765,1791,1160,1894]
answer-cell: 7 [1336,2225,1350,2238]
contact-email3[interactable]: :miku11@yahoo.com (Use only for advertisements, commercial queries) [1221,1284,1454,1310]
history-tag1: ପଚିଶ ବର୍ଷ [1195,1405,1275,1429]
contact-note1: (Use only for letters to Editor, news & news photos) [1202,1223,1473,1249]
grid-row [1336,2225,1462,2238]
grid-row [1205,1871,1498,1904]
sudoku-cell[interactable] [1302,1838,1335,1871]
answer-cell: 3 [1448,2186,1462,2199]
sudoku-cell[interactable] [1465,1871,1498,1904]
answer-cell: 9 [1448,2147,1462,2160]
mashank-col2: ଉତ୍ତର ମେରୁ ଅଞ୍ଚଳରେ ମଶାମାନେ ବହୁ ସଂଖ୍ୟାରେ ଦେଖାଯାଆନ୍ତି । ସେଠାରେ ପକ୍ଷୀମାନେ ସେମାନଙ୍କୁ ଖାଇ ବଞ୍ଚନ୍ତି । ମଶା ନଥିଲେ ଏହି ପକ୍ଷୀମାନଙ୍କ ସଂଖ୍ୟା ବହୁତ କମିଯିବ । ରେଣ୍ଡିୟର ପରି ପ୍ରାଣୀମାନେ ମଶାଙ୍କ ଠାରୁ ରକ୍ଷା ପାଇବା ପାଇଁ ପବନ ଦିଗକୁ ଯାଆନ୍ତି, ଫଳରେ ସେମାନଙ୍କ ଗମନ ପଥ ନିର୍ଦ୍ଧାରିତ ହୁଏ । ଏହା ସେହି ଅଞ୍ଚଳର ପରିବେଶ ସନ୍ତୁଳନରେ ସହାୟକ ହୁଏ । ଅନେକ ମାଛ ମଶା ଲାର୍ଭା ଉପରେ ନିର୍ଭରଶୀଳ । ଏଣୁ ମଶାଙ୍କୁ ସମ୍ପୂର୍ଣ୍ଣ ନିପାତ କଲେ ଖାଦ୍ୟ ଶୃଙ୍ଖଳ ବାଧାପ୍ରାପ୍ତ ହେବ । ବିଜ୍ଞାନୀମାନେ କହନ୍ତି ଯେ ମଶାଙ୍କୁ ନିୟନ୍ତ୍ରଣ କରିବା ଉଚିତ, କିନ୍ତୁ ସମ୍ପୂର୍ଣ୍ଣ ବିନାଶ ନୁହେଁ । ଆମ ପରିବେଶରେ ପ୍ରତ୍ୟେକ ଜୀବର ଏକ ନିର୍ଦ୍ଦିଷ୍ଟ ସ୍ଥାନ ଅଛି ଏବଂ ଗୋଟିଏ ଜୀବର ଲୋପ ଅନ୍ୟ ଅନେକ ଜୀବଙ୍କ ଉପରେ ପ୍ରଭାବ ପକାଏ । [615,183,885,426]
sudoku-cell[interactable] [1432,1970,1465,2003]
history-year: ୧୯୯୭ [1416,1435,1455,1456]
divider-left [337,0,338,1128]
contact-line3: କେବଳ ଇମେଲ୍ ଦ୍ୱାରା ପତ୍ର, ଖବର ପାଇଁ ବ୍ୟବହାର କରନ୍ତୁ: [1192,1194,1483,1208]
sudoku-cell[interactable] [1432,1937,1465,1970]
grid-row [1336,2199,1462,2212]
answer-cell: 3 [1420,2173,1434,2186]
sudoku-cell[interactable] [1335,1904,1368,1937]
answer-cell: 5 [1434,2212,1448,2225]
history-item: ■ ବିଶ୍ୱ ବ୍ୟାଙ୍କ ସଂଗଠନ ଓ ଆଇଏମଏଫ ପ୍ରତିବାଦ ଶୀର୍ଷ ବୈଠକ ସଭାରେ ନିଷ୍ପତ୍ତି । [1182,1475,1491,1506]
sudoku-cell[interactable] [1335,2036,1368,2069]
abyakta-col2b: ଦୁଇ ଭାଇ ଓ ଭଉଣୀ ସୁଭଦ୍ରାଙ୍କ ସହ ସୁଦର୍ଶନ ଚକ୍ର ମଧ୍ୟ ପୂଜା ପାଆନ୍ତି । ଚତୁର୍ଦ୍ଧା ମୂର୍ତ୍ତି ପରମ ସତ୍ୟର ବିଭିନ୍ନ ରୂପ । ଏହି ଦର୍ଶନ ଭକ୍ତଙ୍କୁ ସାଂସାରିକ ଦୁଃଖରୁ ମୁକ୍ତି ଦିଏ । [355,1979,560,2064]
sudoku-cell[interactable]: 9 [1335,1970,1368,2003]
answer-cell: 2 [1364,2212,1378,2225]
answer-cell: 1 [1364,2147,1378,2160]
answer-cell: 7 [1434,2147,1448,2160]
sudoku-cell[interactable] [1270,1904,1303,1937]
grid-row [1336,2212,1462,2225]
answer-cell: 1 [1364,2160,1378,2173]
trinity-image [570,1978,970,2203]
poem-line-1: ବିଫଳ ସକଳ ଆଶା, ଅଭିଳାଷ [1201,65,1343,80]
grid-row [1336,2147,1462,2160]
letter1-author: ମଞ୍ଜୁଷା ପାଣ୍ଡା, ନୟାଗଡ଼, ପୁରୀ [1300,706,1448,720]
sudoku-cell[interactable] [1270,1937,1303,1970]
answer-cell: 9 [1336,2134,1350,2147]
sudoku-cell[interactable]: 5 [1400,1838,1433,1871]
grid-row [1336,2134,1462,2147]
letter2-title: ଯୋଗ୍ୟତା ପରୀକ୍ଷା [1260,728,1373,747]
abyakta-col3b: ଭକ୍ତି ଓ ପ୍ରେମ ହିଁ ତାଙ୍କୁ ପାଇବାର ଏକମାତ୍ର ମାର୍ଗ । ଶ୍ରୀଚୈତନ୍ୟ ମହାପ୍ରଭୁ ନୀଳାଚଳରେ ରହି ଏହି ପ୍ରେମ ଭକ୍ତିର ପ୍ରଚାର କରିଥିଲେ । ଆଜି ମଧ୍ୟ ସେହି ପରମ୍ପରା ଜୀବନ୍ତ ଅଛି । ଜଗନ୍ନାଥଙ୍କ ନାମ ସ୍ମରଣ ମାତ୍ରେ ମନରେ ଶାନ୍ତି ଆସେ । [980,1979,1160,2099]
sudoku-cell[interactable] [1367,1772,1400,1805]
abyakta-headline: ଅବ୍ୟକ୍ତ ପରମାନନ୍ଦ [516,1707,1004,1775]
sudoku-logo-en: su|do|ku [1191,1705,1297,1730]
abyakta-sign: ଶ୍ରୀରାମଚନ୍ଦ୍ରପୁର, ଭୁବନେଶ୍ୱର [960,2322,1112,2336]
author-name: ମାନେକା ଗାନ୍ଧୀ [730,697,846,719]
answer-cell: 1 [1350,2225,1364,2238]
answer-cell: 4 [1336,2212,1350,2225]
poem-source: (ନାଟକ-ଆହ୍ୱାନ) [1351,145,1431,159]
answer-cell: 2 [1336,2121,1350,2134]
sudoku-cell[interactable]: 8 [1302,1970,1335,2003]
author-tag: ପରିବେଶ ପରିଚିନ୍ତା [691,659,885,687]
letter3-author: ରବି ନାରାୟଣ ଦାସ, ରାମକୃଷ୍ଣ ନଗର, ରାୟଗଡ଼ା [1230,1108,1444,1122]
sudoku-cell[interactable] [1335,1838,1368,1871]
sudoku-cell[interactable] [1302,1805,1335,1838]
